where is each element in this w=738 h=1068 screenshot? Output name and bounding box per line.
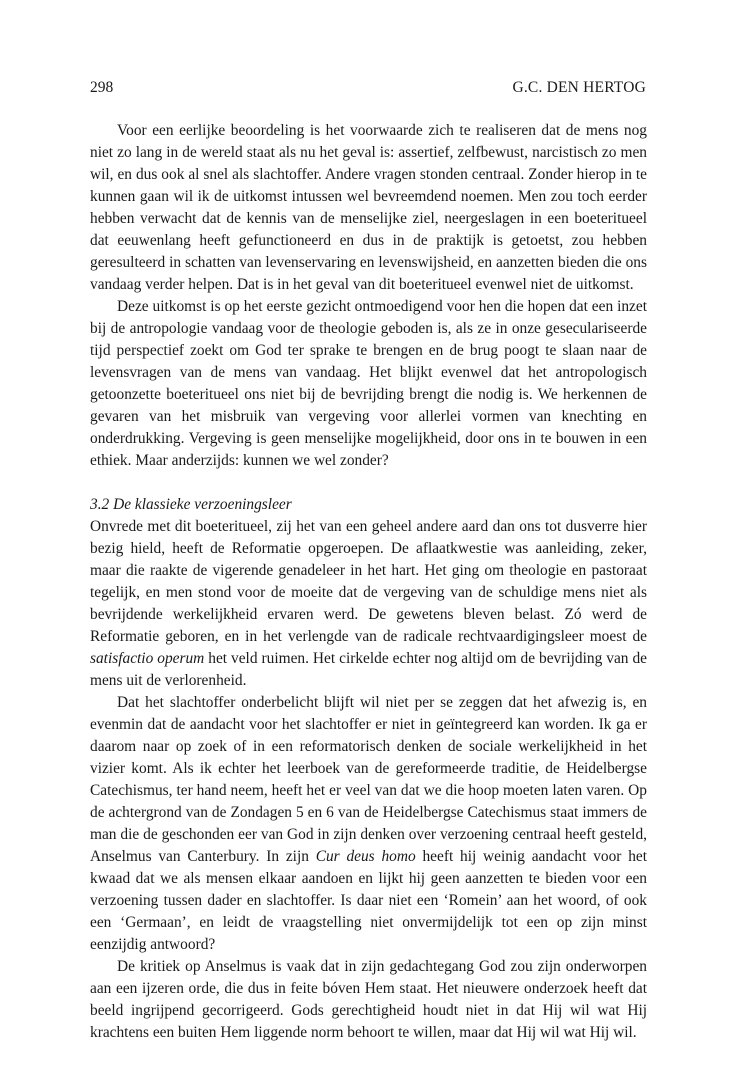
paragraph: Voor een eerlijke beoordeling is het voorwaarde zich te realiseren dat de mens nog niet zo lang in de wereld staat als nu het geval is: assertief, zelfbewust, narcistisch zo men wil, en dus ook al snel als slachtoffer. Andere vragen stonden centraal. Zonder hierop in te kunnen gaan wil ik de uitkomst intussen wel bevreemdend noemen. Men zou toch eerder hebben verwacht dat de kennis van de menselijke ziel, neergeslagen in een boeteritueel dat eeuwenlang heeft gefunctioneerd en dus in de praktijk is getoetst, zou hebben geresulteerd in schatten van levenservaring en levenswijsheid, en aanzetten bieden die ons vandaag verder helpen. Dat is in het geval van dit boeteritueel evenwel niet de uitkomst. bbox=[90, 122, 647, 293]
text-run: Dat het slachtoffer onderbelicht blijft wil niet per se zeggen dat het afwezig is, en evenmin dat de aandacht voor het slachtoffer er niet in geïntegreerd kan worden. Ik ga er daarom naar op zoek of in een reformatorisch denken de sociale werkelijkheid in het vizier komt. Als ik echter het leerboek van de gereformeerde traditie, de Heidelbergse Catechismus, ter hand neem, heeft het er veel van dat we die hoop moeten laten varen. Op de achtergrond van de Zondagen 5 en 6 van de Heidelbergse Catechismus staat immers de man die de geschonden eer van God in zijn denken over verzoening centraal heeft gesteld, Anselmus van Canterbury. In zijn bbox=[90, 694, 647, 865]
paragraph: Deze uitkomst is op het eerste gezicht ontmoedigend voor hen die hopen dat een inzet bij de antropologie vandaag voor de theologie geboden is, als ze in onze geseculariseerde tijd perspectief zoekt om God ter sprake te brengen en de brug poogt te slaan naar de levensvragen van de mens van vandaag. Het blijkt evenwel dat het antropologisch getoonzette boeteritueel ons niet bij de bevrijding brengt die nodig is. We herkennen de gevaren van het misbruik van vergeving voor allerlei vormen van knechting en onderdrukking. Vergeving is geen menselijke mogelijkheid, door ons in te bouwen in een ethiek. Maar anderzijds: kunnen we wel zonder? bbox=[90, 298, 647, 469]
body-text bbox=[90, 120, 647, 1044]
running-head: G.C. DEN HERTOG bbox=[512, 79, 646, 96]
italic-title: Cur deus homo bbox=[315, 848, 416, 865]
page-number: 298 bbox=[90, 79, 114, 96]
text-run: heeft hij weinig aandacht voor het kwaad dat we als mensen elkaar aandoen en lijkt hij geen aanzetten te bieden voor een verzoening tussen dader en slachtoffer. Is daar niet een ‘Romein’ aan het woord, of ook een ‘Germaan’, en leidt de vraagstelling niet onvermijdelijk tot een op zijn minst eenzijdig antwoord? bbox=[90, 848, 647, 953]
paragraph bbox=[90, 516, 647, 692]
text-run: Onvrede met dit boeteritueel, zij het van een geheel andere aard dan ons tot dusverre hier bezig hield, heeft de Reformatie opgeroepen. De aflaatkwestie was aanleiding, zeker, maar die raakte de vigerende genadeleer in het hart. Het ging om theologie en pastoraat tegelijk, en men stond voor de moeite dat de vergeving van de schuldige mens niet als bevrijdende werkelijkheid ervaren werd. De gewetens bleven belast. Zó werd de Reformatie geboren, en in het verlengde van de radicale rechtvaardigingsleer moest de bbox=[90, 518, 647, 645]
section-heading: 3.2 De klassieke verzoeningsleer bbox=[90, 496, 292, 513]
paragraph: De kritiek op Anselmus is vaak dat in zijn gedachtegang God zou zijn onderworpen aan een ijzeren orde, die dus in feite bóven Hem staat. Het nieuwere onderzoek heeft dat beeld ingrijpend gecorrigeerd. Gods gerechtigheid houdt niet in dat Hij wil wat Hij krachtens een buiten Hem liggende norm behoort te willen, maar dat Hij wil wat Hij wil. bbox=[90, 958, 647, 1041]
text-run: het veld ruimen. Het cirkelde echter nog altijd om de bevrijding van de mens uit de verlorenheid. bbox=[90, 650, 647, 689]
italic-term: satisfactio operum bbox=[90, 650, 205, 667]
paragraph bbox=[90, 692, 647, 956]
